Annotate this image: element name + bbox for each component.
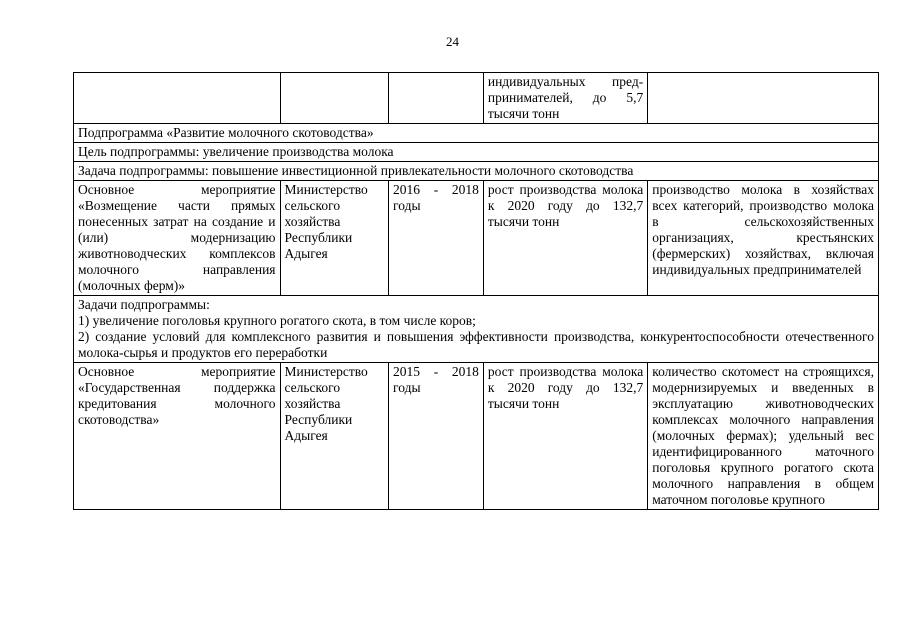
table-row-measure-1 <box>74 181 879 296</box>
cell-period: 2015 - 2018 годы <box>389 363 484 510</box>
table-row-subprogram-task <box>74 162 879 181</box>
program-table <box>73 72 879 510</box>
cell-measure: Основное мероприятие «Государственная поддержка кредитования молочного скотоводства» <box>74 363 281 510</box>
tasks-header: Задачи подпрограммы: <box>78 297 210 312</box>
table-row-measure-2 <box>74 363 879 510</box>
table-row-subprogram-tasks <box>74 296 879 363</box>
cell-empty <box>389 73 484 124</box>
result-line: тысячи тонн <box>487 106 560 121</box>
subprogram-tasks <box>74 296 879 363</box>
cell-result: рост производства молока к 2020 году до 132,7 тысячи тонн <box>483 181 647 296</box>
task-item: 2) создание условий для комплексного развития и повышения эффективности производства, конкурентоспособности отечественного молока-сырья и продуктов его переработки <box>78 329 874 360</box>
cell-empty <box>280 73 389 124</box>
table-row-subprogram-title <box>74 124 879 143</box>
cell-period: 2016 - 2018 годы <box>389 181 484 296</box>
result-line: принимателей, до 5,7 <box>487 90 644 105</box>
subprogram-task: Задача подпрограммы: повышение инвестиционной привлекательности молочного скотоводства <box>74 162 879 181</box>
page-number: 24 <box>446 34 459 49</box>
table-row-continuation <box>74 73 879 124</box>
subprogram-goal: Цель подпрограммы: увеличение производства молока <box>74 143 879 162</box>
cell-executor: Министерство сельского хозяйства Республики Адыгея <box>280 181 389 296</box>
table-row-subprogram-goal <box>74 143 879 162</box>
subprogram-title: Подпрограмма «Развитие молочного скотоводства» <box>74 124 879 143</box>
cell-measure: Основное мероприятие «Возмещение части прямых понесенных затрат на создание и (или) модернизацию животноводческих комплексов молочного направления (молочных ферм)» <box>74 181 281 296</box>
cell-indicator: количество скотомест на строящихся, модернизируемых и введенных в эксплуатацию животноводческих комплексах молочного направления (молочных фермах); удельный вес идентифицированного маточного поголовья крупного рогатого скота молочного направления в общем маточном поголовье крупного <box>648 363 879 510</box>
cell-empty <box>648 73 879 124</box>
cell-result <box>483 73 647 124</box>
task-item: 1) увеличение поголовья крупного рогатого скота, в том числе коров; <box>78 313 476 328</box>
cell-indicator: производство молока в хозяйствах всех категорий, производство молока в сельскохозяйственных организациях, крестьянских (фермерских) хозяйствах, включая индивидуальных предпринимателей <box>648 181 879 296</box>
cell-result: рост производства молока к 2020 году до 132,7 тысячи тонн <box>483 363 647 510</box>
result-line: индивидуальных пред- <box>487 74 644 89</box>
cell-empty <box>74 73 281 124</box>
cell-executor: Министерство сельского хозяйства Республики Адыгея <box>280 363 389 510</box>
